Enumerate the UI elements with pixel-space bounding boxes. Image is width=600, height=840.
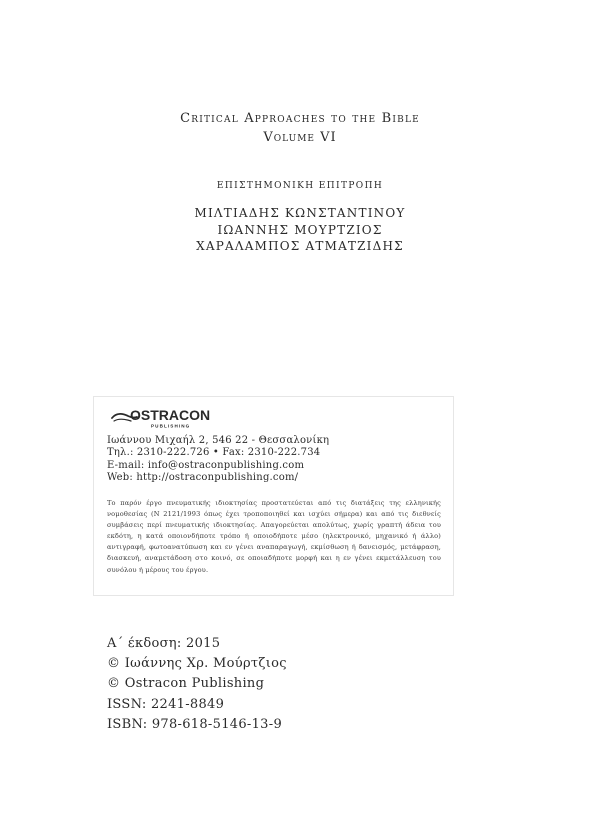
issn: ISSN: 2241-8849 bbox=[107, 696, 225, 712]
committee-heading: ΕΠΙΣΤΗΜΟΝΙΚΗ ΕΠΙΤΡΟΠΗ bbox=[216, 181, 384, 191]
committee-member: ΜΙΛΤΙΑΔΗΣ ΚΩΝΣΤΑΝΤΙΝΟΥ bbox=[194, 206, 406, 220]
publisher-email: E-mail: info@ostraconpublishing.com bbox=[107, 459, 305, 471]
copyright-author: © Ιωάννης Χρ. Μούρτζιος bbox=[107, 656, 287, 672]
publisher-web: Web: http://ostraconpublishing.com/ bbox=[107, 471, 299, 483]
publisher-info-box bbox=[93, 396, 454, 596]
committee-member: ΙΩΑΝΝΗΣ ΜΟΥΡΤΖΙΟΣ bbox=[217, 222, 383, 237]
isbn: ISBN: 978-618-5146-13-9 bbox=[107, 716, 283, 732]
edition-line: Α΄ έκδοση: 2015 bbox=[107, 636, 221, 651]
series-title: Critical Approaches to the Bible bbox=[180, 111, 420, 126]
volume-number: Volume VI bbox=[263, 130, 337, 145]
copyright-publisher: © Ostracon Publishing bbox=[107, 676, 265, 692]
logo-wordmark: OSTRACON bbox=[130, 407, 210, 423]
ostracon-logo bbox=[110, 403, 210, 429]
edition-info bbox=[107, 634, 287, 735]
publisher-contact bbox=[107, 435, 447, 484]
publisher-address: Ιωάννου Μιχαήλ 2, 546 22 - Θεσσαλονίκη bbox=[107, 435, 330, 446]
committee-members bbox=[0, 205, 600, 255]
committee-member: ΧΑΡΑΛΑΜΠΟΣ ΑΤΜΑΤΖΙΔΗΣ bbox=[196, 239, 404, 253]
publisher-phone-fax: Τηλ.: 2310-222.726 • Fax: 2310-222.734 bbox=[107, 447, 321, 459]
logo-subtext: PUBLISHING bbox=[151, 423, 191, 429]
copyright-notice: Το παρόν έργο πνευματικής ιδιοκτησίας προστατεύεται από τις διατάξεις της ελληνικής νομοθεσίας (Ν 2121/1993 όπως έχει τροποποιηθεί και ισχύει σήμερα) και από τις διεθνείς συμβάσεις περί πνευματικής ιδιοκτησίας. Απαγορεύεται απολύτως, χωρίς γραπτή άδεια του εκδότη, η κατά οποιονδήποτε τρόπο ή οποιοδήποτε μέσο (ηλεκτρονικό, μηχανικό ή άλλο) αντιγραφή, φωτοανατύπωση και εν γένει αναπαραγωγή, εκμίσθωση ή δανεισμός, μετάφραση, διασκευή, αναμετάδοση στο κοινό, σε οποιαδήποτε μορφή και η εν γένει εκμετάλλευση του συνόλου ή μέρους του έργου. bbox=[107, 499, 441, 574]
